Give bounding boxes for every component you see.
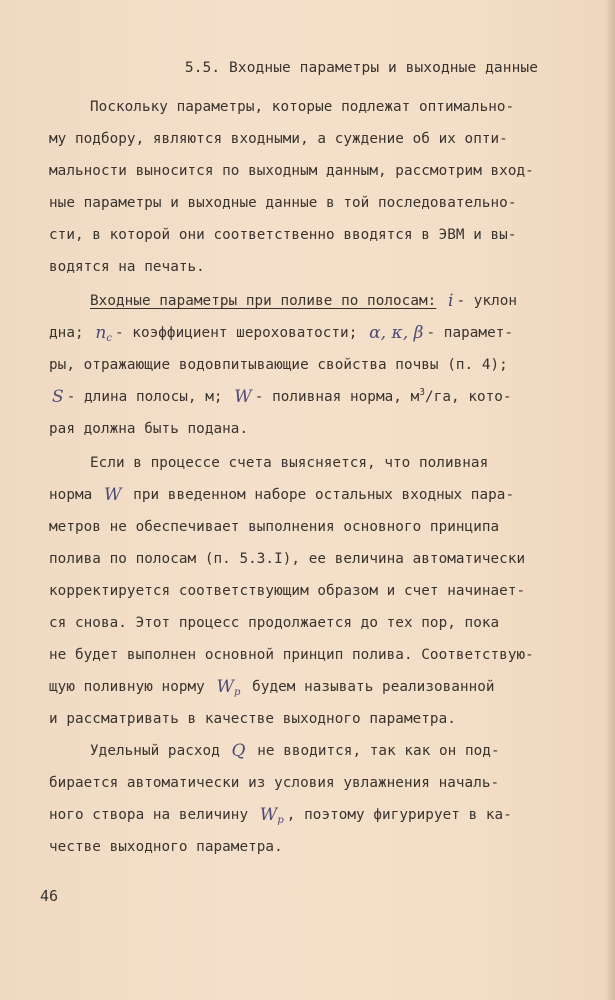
input-parameters-heading: Входные параметры при поливе по полосам: — [90, 293, 437, 309]
bottom-text: дна; — [49, 325, 84, 341]
paragraph-4-line-3 — [49, 803, 512, 827]
per-hectare-text: /га, кото- — [425, 389, 512, 405]
paragraph-2-line-5: рая должна быть подана. — [49, 421, 249, 437]
paragraph-3-line-3: метров не обеспечивает выполнения основного принципа — [49, 519, 500, 535]
paragraph-3-line-4: полива по полосам (п. 5.3.I), ее величина автоматически — [49, 551, 526, 567]
paragraph-1-line-4: ные параметры и выходные данные в той последовательно- — [49, 195, 517, 211]
parameters-text: - парамет- — [426, 325, 514, 341]
section-title: 5.5. Входные параметры и выходные данные — [184, 60, 539, 76]
paragraph-4-line-4: честве выходного параметра. — [49, 839, 283, 855]
symbol-w-p: $W_p$ — [216, 677, 241, 698]
paragraph-2-line-3: ры, отражающие водовпитывающие свойства почвы (п. 4); — [49, 357, 508, 373]
paragraph-4-line-1 — [90, 739, 500, 763]
entered-set-text: при введенном наборе остальных входных пара- — [133, 487, 515, 503]
page-number: 46 — [40, 887, 59, 905]
not-entered-text: не вводится, так как он под- — [257, 743, 500, 759]
symbol-q: Q — [231, 741, 246, 761]
symbol-w: W — [234, 387, 252, 407]
symbol-alpha-kappa-beta: α, κ, β — [369, 323, 424, 343]
paragraph-3-line-7: не будет выполнен основной принцип полива. Соответствую- — [49, 647, 534, 663]
paragraph-4-line-2: бирается автоматически из условия увлажнения началь- — [49, 775, 500, 791]
paragraph-3-line-8 — [49, 675, 495, 699]
paragraph-2-line-4 — [49, 385, 512, 409]
realized-text: будем называть реализованной — [252, 679, 495, 695]
symbol-i: i — [447, 291, 454, 311]
paragraph-3-line-1: Если в процессе счета выясняется, что поливная — [90, 455, 489, 471]
paragraph-1-line-3: мальности выносится по выходным данным, рассмотрим вход- — [49, 163, 534, 179]
paragraph-1-line-2: му подбору, являются входными, а суждение об их опти- — [49, 131, 508, 147]
paragraph-3-line-9: и рассматривать в качестве выходного параметра. — [49, 711, 456, 727]
paragraph-1-line-5: сти, в которой они соответственно вводятся в ЭВМ и вы- — [49, 227, 517, 243]
specific-flow-text: Удельный расход — [90, 743, 220, 759]
symbol-w: W — [103, 485, 122, 505]
paragraph-3-line-6: ся снова. Этот процесс продолжается до тех пор, пока — [49, 615, 500, 631]
paragraph-1-line-6: водятся на печать. — [49, 259, 205, 275]
superscript-3: 3 — [419, 387, 426, 398]
strip-length-text: - длина полосы, м; — [66, 389, 223, 405]
paragraph-3-line-5: корректируется соответствующим образом и счет начинает- — [49, 583, 526, 599]
symbol-s: S — [52, 387, 64, 407]
paragraph-2-line-2 — [49, 321, 513, 345]
paragraph-3-line-2 — [49, 483, 514, 507]
paragraph-1-line-1: Поскольку параметры, которые подлежат оптимально- — [90, 99, 515, 115]
therefore-text: , поэтому фигурирует в ка- — [286, 807, 512, 823]
initial-section-text: ного створа на величину — [49, 807, 249, 823]
slope-text: - уклон — [456, 293, 518, 309]
irrigation-norm-text: - поливная норма, м — [254, 389, 420, 405]
symbol-w-p: $W_p$ — [259, 805, 284, 826]
corresponding-norm-text: щую поливную норму — [49, 679, 205, 695]
norm-text: норма — [49, 487, 93, 503]
symbol-n-c: $n_c$ — [95, 323, 112, 344]
roughness-text: - коэффициент шероховатости; — [114, 325, 358, 341]
paragraph-2-line-1 — [90, 289, 517, 313]
page-edge-shadow — [605, 0, 615, 1000]
